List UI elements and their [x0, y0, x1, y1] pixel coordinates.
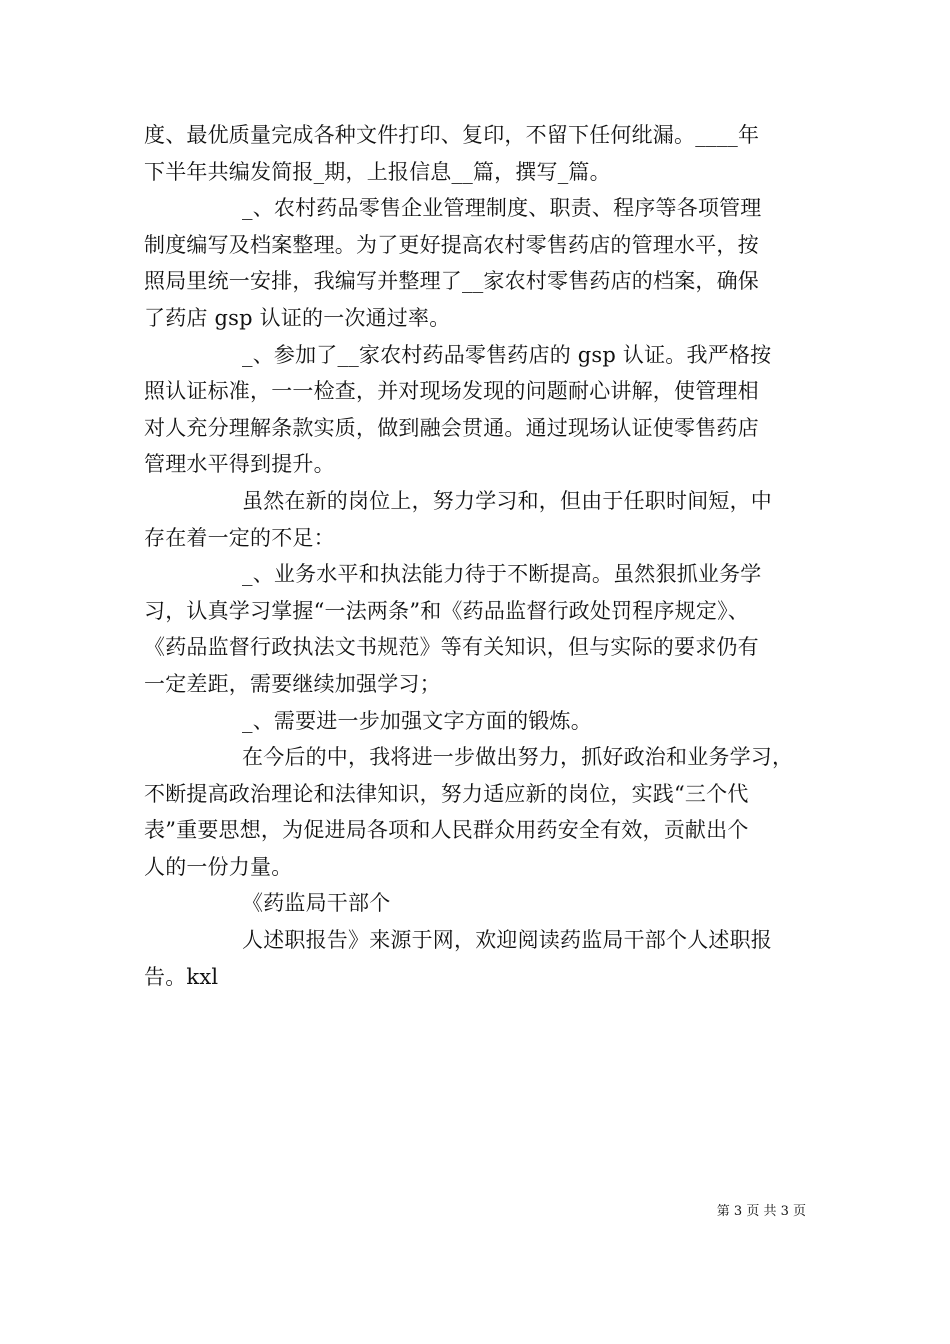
- page-number-footer: 第 3 页 共 3 页: [716, 1204, 806, 1219]
- text-line: _、农村药品零售企业管理制度、职责、程序等各项管理: [242, 196, 762, 221]
- text-line: 《药品监督行政执法文书规范》等有关知识，但与实际的要求仍有: [144, 635, 759, 660]
- text-line: 一定差距，需要继续加强学习；: [144, 671, 441, 696]
- text-line: 告。kxl: [144, 964, 219, 989]
- text-line: 了药店 gsp 认证的一次通过率。: [144, 305, 451, 330]
- text-line: 表”重要思想，为促进局各项和人民群众用药安全有效，贡献出个: [144, 818, 749, 843]
- text-line: 度、最优质量完成各种文件打印、复印，不留下任何纰漏。____年: [144, 123, 760, 147]
- text-line: 在今后的中，我将进一步做出努力，抓好政治和业务学习，: [242, 745, 794, 770]
- text-line: 人述职报告》来源于网，欢迎阅读药监局干部个人述职报: [242, 928, 772, 953]
- text-line: 下半年共编发简报_期，上报信息__篇，撰写_篇。: [144, 159, 611, 184]
- text-line: 制度编写及档案整理。为了更好提高农村零售药店的管理水平，按: [144, 232, 759, 257]
- text-line: 照局里统一安排，我编写并整理了__家农村零售药店的档案，确保: [144, 269, 759, 294]
- text-line: _、参加了__家农村药品零售药店的 gsp 认证。我严格按: [242, 342, 772, 367]
- text-line: 《药监局干部个: [242, 891, 391, 916]
- text-line: 照认证标准，一一检查，并对现场发现的问题耐心讲解，使管理相: [144, 379, 759, 404]
- text-line: 管理水平得到提升。: [144, 452, 335, 477]
- text-line: 习，认真学习掌握“一法两条”和《药品监督行政处罚程序规定》、: [144, 598, 749, 623]
- text-line: 对人充分理解条款实质，做到融会贯通。通过现场认证使零售药店: [144, 415, 759, 440]
- text-line: _、需要进一步加强文字方面的锻炼。: [242, 708, 592, 733]
- text-line: _、业务水平和执法能力待于不断提高。虽然狠抓业务学: [242, 562, 762, 587]
- text-line: 不断提高政治理论和法律知识，努力适应新的岗位，实践“三个代: [144, 781, 749, 806]
- text-line: 存在着一定的不足：: [144, 525, 335, 550]
- text-line: 人的一份力量。: [144, 854, 293, 879]
- document-body: [144, 117, 816, 995]
- text-line: 虽然在新的岗位上，努力学习和，但由于任职时间短，中: [242, 488, 772, 513]
